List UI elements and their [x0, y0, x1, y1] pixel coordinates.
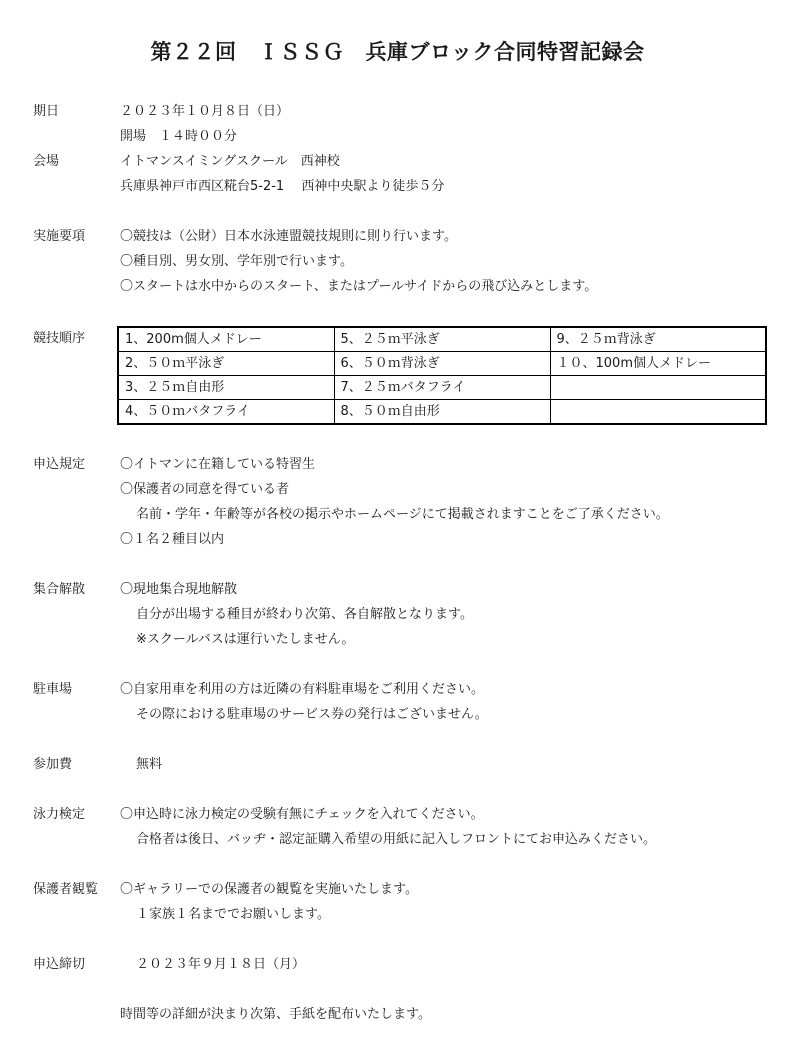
gathering-item: 〇現地集合現地解散	[120, 582, 238, 597]
test-label: 泳力検定	[33, 807, 86, 822]
table-row	[118, 400, 766, 425]
table-cell	[550, 400, 766, 425]
gathering-note: ※スクールバスは運行いたしません。	[136, 632, 355, 647]
table-row	[118, 327, 766, 352]
venue-name: イトマンスイミングスクール 西神校	[120, 154, 340, 169]
rules-item: 〇種目別、男女別、学年別で行います。	[120, 254, 353, 269]
venue-label: 会場	[33, 154, 60, 169]
gathering-row	[0, 627, 795, 652]
parking-section	[0, 677, 795, 702]
table-cell: 2、５０ｍ平泳ぎ	[118, 352, 334, 376]
parking-row	[0, 702, 795, 727]
spectate-label: 保護者観覧	[33, 882, 99, 897]
rules-item: 〇スタートは水中からのスタート、またはプールサイドからの飛び込みとします。	[120, 279, 598, 294]
table-cell: 8、５０ｍ自由形	[334, 400, 550, 425]
fee-section	[0, 752, 795, 777]
opening-time: 開場 １４時００分	[120, 129, 238, 144]
order-label: 競技順序	[33, 331, 86, 346]
table-row	[118, 376, 766, 400]
table-cell: 6、５０ｍ背泳ぎ	[334, 352, 550, 376]
entry-note: 名前・学年・年齢等が各校の掲示やホームページにて掲載されますことをご了承ください。	[136, 507, 669, 522]
table-cell: 4、５０ｍバタフライ	[118, 400, 334, 425]
rules-item: 〇競技は（公財）日本水泳連盟競技規則に則り行います。	[120, 229, 457, 244]
rules-row	[0, 274, 795, 299]
entry-item: 〇保護者の同意を得ている者	[120, 482, 290, 497]
gathering-section	[0, 577, 795, 602]
table-cell	[550, 376, 766, 400]
entry-item: 〇イトマンに在籍している特習生	[120, 457, 316, 472]
parking-item: 〇自家用車を利用の方は近隣の有料駐車場をご利用ください。	[120, 682, 485, 697]
spectate-item: 〇ギャラリーでの保護者の観覧を実施いたします。	[120, 882, 418, 897]
date-section	[0, 99, 795, 124]
gathering-label: 集合解散	[33, 582, 86, 597]
footer-note-row	[0, 1002, 795, 1027]
table-cell: １０、100m個人メドレー	[550, 352, 766, 376]
entry-label: 申込規定	[33, 457, 86, 472]
event-order-table	[117, 326, 767, 425]
entry-item: 〇１名２種目以内	[120, 532, 225, 547]
deadline-section	[0, 952, 795, 977]
rules-row	[0, 249, 795, 274]
deadline-label: 申込締切	[33, 957, 86, 972]
parking-label: 駐車場	[33, 682, 73, 697]
date-value: ２０２３年１０月８日（日）	[120, 104, 290, 119]
gathering-row	[0, 602, 795, 627]
document-title: 第２２回 ＩＳＳＧ 兵庫ブロック合同特習記録会	[150, 40, 645, 64]
table-cell: 3、２５ｍ自由形	[118, 376, 334, 400]
test-note: 合格者は後日、バッヂ・認定証購入希望の用紙に記入しフロントにてお申込みください。	[136, 832, 657, 847]
table-row	[118, 352, 766, 376]
entry-row	[0, 527, 795, 552]
rules-section	[0, 224, 795, 249]
spectate-section	[0, 877, 795, 902]
test-item: 〇申込時に泳力検定の受験有無にチェックを入れてください。	[120, 807, 484, 822]
spectate-note: １家族１名まででお願いします。	[136, 907, 330, 922]
entry-row	[0, 477, 795, 502]
footer-note: 時間等の詳細が決まり次第、手紙を配布いたします。	[120, 1007, 431, 1022]
fee-value: 無料	[136, 757, 163, 772]
test-row	[0, 827, 795, 852]
entry-row	[0, 502, 795, 527]
test-section	[0, 802, 795, 827]
gathering-note: 自分が出場する種目が終わり次第、各自解散となります。	[136, 607, 473, 622]
date-label: 期日	[33, 104, 60, 119]
opening-time-row	[0, 124, 795, 149]
table-cell: 5、２５ｍ平泳ぎ	[334, 327, 550, 352]
venue-address: 兵庫県神戸市西区糀台5-2-1 西神中央駅より徒歩５分	[120, 179, 445, 194]
table-cell: 9、２５ｍ背泳ぎ	[550, 327, 766, 352]
venue-address-row	[0, 174, 795, 199]
deadline-value: ２０２３年９月１８日（月）	[136, 957, 306, 972]
parking-note: その際における駐車場のサービス券の発行はございません。	[136, 707, 488, 722]
table-cell: 7、２５ｍバタフライ	[334, 376, 550, 400]
entry-section	[0, 452, 795, 477]
venue-section	[0, 149, 795, 174]
rules-label: 実施要項	[33, 229, 86, 244]
table-cell: 1、200m個人メドレー	[118, 327, 334, 352]
spectate-row	[0, 902, 795, 927]
fee-label: 参加費	[33, 757, 73, 772]
